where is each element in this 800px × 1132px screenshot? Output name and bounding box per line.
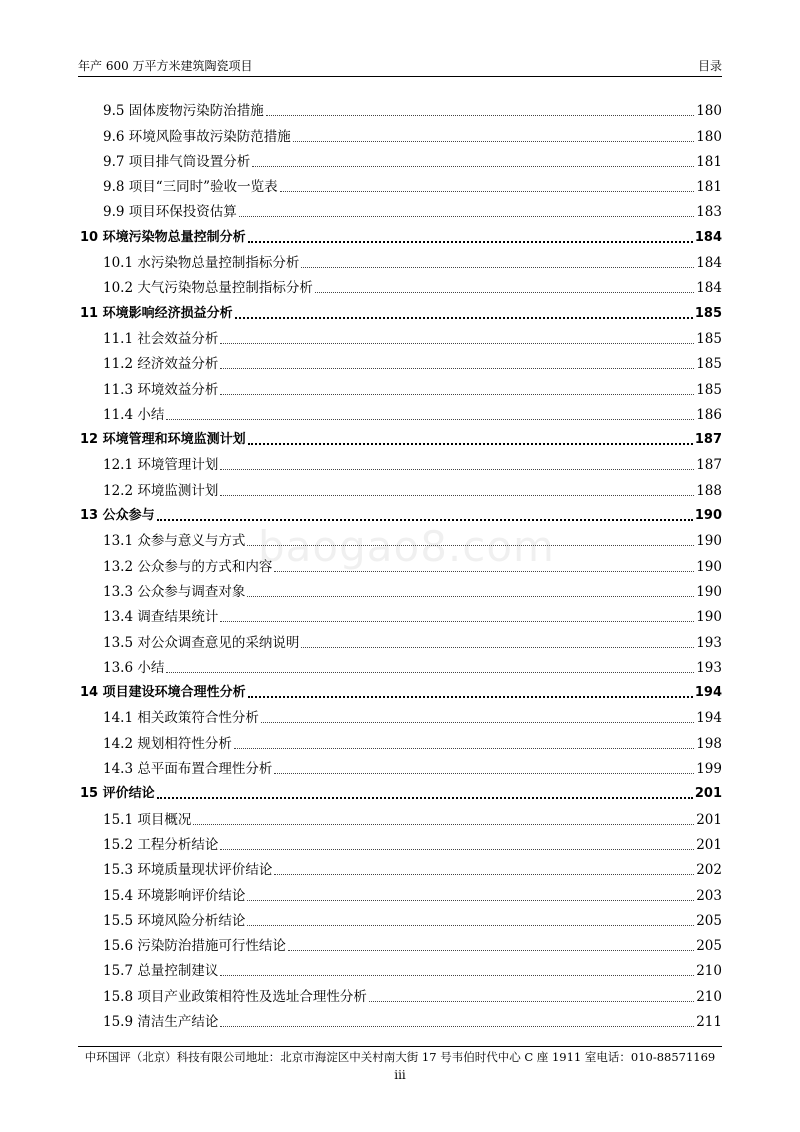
toc-dot-leader bbox=[248, 443, 693, 445]
toc-entry-label: 15.8 项目产业政策相符性及选址合理性分析 bbox=[103, 988, 367, 1005]
toc-entry-label: 13.4 调查结果统计 bbox=[103, 609, 219, 626]
toc-entry-label: 13.6 小结 bbox=[103, 659, 165, 676]
toc-entry-label: 12 环境管理和环境监测计划 bbox=[80, 432, 246, 448]
toc-entry-label: 9.7 项目排气筒设置分析 bbox=[103, 153, 251, 170]
toc-entry-page-number: 184 bbox=[694, 229, 722, 245]
toc-entry-page-number: 181 bbox=[696, 153, 722, 170]
toc-entry-page-number: 180 bbox=[696, 128, 722, 145]
toc-entry-page-number: 190 bbox=[696, 558, 722, 575]
toc-entry-page-number: 210 bbox=[696, 988, 722, 1005]
toc-chapter-entry[interactable] bbox=[80, 777, 722, 802]
toc-entry-page-number: 180 bbox=[696, 103, 722, 120]
toc-entry-label: 13 公众参与 bbox=[80, 508, 155, 524]
toc-dot-leader bbox=[166, 419, 694, 420]
toc-entry-page-number: 203 bbox=[696, 887, 722, 904]
toc-dot-leader bbox=[274, 773, 694, 774]
toc-entry-page-number: 201 bbox=[696, 811, 722, 828]
toc-section-entry[interactable] bbox=[80, 878, 722, 903]
toc-entry-page-number: 185 bbox=[696, 356, 722, 373]
toc-entry-page-number: 190 bbox=[696, 533, 722, 550]
toc-section-entry[interactable] bbox=[80, 701, 722, 726]
toc-entry-label: 12.2 环境监测计划 bbox=[103, 482, 219, 499]
footer-company-info: 中环国评（北京）科技有限公司地址：北京市海淀区中关村南大街 17 号韦伯时代中心 C 座 1911 室电话：010-88571169 bbox=[84, 1050, 716, 1064]
toc-section-entry[interactable] bbox=[80, 448, 722, 473]
toc-entry-label: 12.1 环境管理计划 bbox=[103, 457, 219, 474]
toc-dot-leader bbox=[288, 950, 694, 951]
toc-section-entry[interactable] bbox=[80, 145, 722, 170]
toc-dot-leader bbox=[266, 115, 694, 116]
toc-entry-page-number: 190 bbox=[696, 583, 722, 600]
toc-section-entry[interactable] bbox=[80, 398, 722, 423]
toc-section-entry[interactable] bbox=[80, 271, 722, 296]
toc-entry-label: 13.3 公众参与调查对象 bbox=[103, 583, 246, 600]
toc-entry-page-number: 201 bbox=[694, 786, 722, 802]
toc-section-entry[interactable] bbox=[80, 929, 722, 954]
table-of-contents bbox=[80, 94, 722, 1030]
toc-entry-page-number: 193 bbox=[696, 634, 722, 651]
toc-section-entry[interactable] bbox=[80, 94, 722, 119]
toc-section-entry[interactable] bbox=[80, 954, 722, 979]
toc-entry-label: 13.1 众参与意义与方式 bbox=[103, 533, 246, 550]
toc-entry-page-number: 181 bbox=[696, 179, 722, 196]
toc-section-entry[interactable] bbox=[80, 726, 722, 751]
page-number: iii bbox=[394, 1068, 406, 1082]
toc-section-entry[interactable] bbox=[80, 575, 722, 600]
header-rule bbox=[78, 76, 722, 77]
toc-section-entry[interactable] bbox=[80, 473, 722, 498]
toc-dot-leader bbox=[247, 900, 694, 901]
toc-entry-page-number: 187 bbox=[696, 457, 722, 474]
toc-entry-label: 9.8 项目“三同时”验收一览表 bbox=[103, 179, 278, 196]
toc-entry-label: 10.2 大气污染物总量控制指标分析 bbox=[103, 280, 313, 297]
toc-dot-leader bbox=[301, 647, 694, 648]
toc-entry-label: 10 环境污染物总量控制分析 bbox=[80, 229, 246, 245]
toc-entry-label: 14.3 总平面布置合理性分析 bbox=[103, 761, 273, 778]
toc-entry-label: 11 环境影响经济损益分析 bbox=[80, 305, 233, 321]
toc-entry-page-number: 184 bbox=[696, 280, 722, 297]
toc-section-entry[interactable] bbox=[80, 625, 722, 650]
toc-entry-page-number: 183 bbox=[696, 204, 722, 221]
toc-section-entry[interactable] bbox=[80, 524, 722, 549]
toc-entry-label: 15 评价结论 bbox=[80, 786, 155, 802]
toc-entry-label: 11.3 环境效益分析 bbox=[103, 381, 219, 398]
toc-dot-leader bbox=[220, 495, 694, 496]
toc-section-entry[interactable] bbox=[80, 651, 722, 676]
toc-section-entry[interactable] bbox=[80, 195, 722, 220]
toc-dot-leader bbox=[369, 1001, 694, 1002]
toc-dot-leader bbox=[166, 672, 694, 673]
toc-entry-label: 15.3 环境质量现状评价结论 bbox=[103, 862, 273, 879]
toc-entry-page-number: 205 bbox=[696, 912, 722, 929]
toc-entry-label: 10.1 水污染物总量控制指标分析 bbox=[103, 255, 300, 272]
toc-section-entry[interactable] bbox=[80, 170, 722, 195]
footer-rule bbox=[78, 1046, 722, 1047]
toc-entry-page-number: 184 bbox=[696, 255, 722, 272]
toc-dot-leader bbox=[239, 216, 694, 217]
toc-dot-leader bbox=[274, 874, 694, 875]
toc-section-entry[interactable] bbox=[80, 1005, 722, 1030]
toc-section-entry[interactable] bbox=[80, 549, 722, 574]
toc-dot-leader bbox=[248, 696, 693, 698]
toc-dot-leader bbox=[220, 368, 694, 369]
toc-entry-label: 13.2 公众参与的方式和内容 bbox=[103, 558, 273, 575]
toc-entry-page-number: 190 bbox=[696, 609, 722, 626]
toc-entry-label: 14.2 规划相符性分析 bbox=[103, 735, 232, 752]
toc-dot-leader bbox=[315, 292, 694, 293]
toc-section-entry[interactable] bbox=[80, 347, 722, 372]
toc-section-entry[interactable] bbox=[80, 904, 722, 929]
toc-dot-leader bbox=[252, 166, 694, 167]
toc-section-entry[interactable] bbox=[80, 372, 722, 397]
toc-dot-leader bbox=[247, 925, 694, 926]
toc-entry-label: 9.9 项目环保投资估算 bbox=[103, 204, 237, 221]
toc-entry-page-number: 205 bbox=[696, 938, 722, 955]
toc-entry-page-number: 186 bbox=[696, 406, 722, 423]
toc-dot-leader bbox=[235, 317, 693, 319]
toc-entry-label: 11.2 经济效益分析 bbox=[103, 356, 219, 373]
toc-section-entry[interactable] bbox=[80, 600, 722, 625]
toc-dot-leader bbox=[280, 191, 695, 192]
toc-entry-label: 11.4 小结 bbox=[103, 406, 165, 423]
toc-chapter-entry[interactable] bbox=[80, 296, 722, 321]
toc-entry-page-number: 194 bbox=[694, 685, 722, 701]
toc-dot-leader bbox=[220, 394, 694, 395]
toc-entry-page-number: 193 bbox=[696, 659, 722, 676]
toc-dot-leader bbox=[220, 343, 694, 344]
toc-entry-page-number: 202 bbox=[696, 862, 722, 879]
toc-dot-leader bbox=[157, 797, 693, 799]
toc-entry-label: 13.5 对公众调查意见的采纳说明 bbox=[103, 634, 300, 651]
toc-entry-label: 15.6 污染防治措施可行性结论 bbox=[103, 938, 286, 955]
toc-dot-leader bbox=[247, 545, 694, 546]
toc-dot-leader bbox=[157, 519, 693, 521]
page-header bbox=[78, 54, 722, 74]
toc-dot-leader bbox=[247, 596, 694, 597]
toc-section-entry[interactable] bbox=[80, 322, 722, 347]
toc-entry-label: 15.7 总量控制建议 bbox=[103, 963, 219, 980]
watermark: baogao8.com bbox=[258, 522, 555, 571]
toc-entry-page-number: 185 bbox=[696, 330, 722, 347]
toc-dot-leader bbox=[220, 469, 694, 470]
toc-chapter-entry[interactable] bbox=[80, 423, 722, 448]
header-project-title: 年产 600 万平方米建筑陶瓷项目 bbox=[78, 59, 253, 73]
toc-entry-page-number: 198 bbox=[696, 735, 722, 752]
toc-dot-leader bbox=[274, 571, 694, 572]
toc-dot-leader bbox=[261, 722, 694, 723]
toc-entry-page-number: 185 bbox=[696, 381, 722, 398]
toc-section-entry[interactable] bbox=[80, 979, 722, 1004]
toc-entry-page-number: 199 bbox=[696, 761, 722, 778]
toc-section-entry[interactable] bbox=[80, 246, 722, 271]
toc-entry-label: 15.4 环境影响评价结论 bbox=[103, 887, 246, 904]
toc-dot-leader bbox=[193, 824, 694, 825]
toc-entry-page-number: 201 bbox=[696, 836, 722, 853]
toc-section-entry[interactable] bbox=[80, 802, 722, 827]
toc-section-entry[interactable] bbox=[80, 828, 722, 853]
toc-entry-label: 14 项目建设环境合理性分析 bbox=[80, 685, 246, 701]
toc-entry-label: 15.1 项目概况 bbox=[103, 811, 192, 828]
toc-dot-leader bbox=[293, 141, 694, 142]
toc-entry-label: 15.9 清洁生产结论 bbox=[103, 1013, 219, 1030]
toc-dot-leader bbox=[220, 621, 694, 622]
toc-chapter-entry[interactable] bbox=[80, 676, 722, 701]
toc-section-entry[interactable] bbox=[80, 119, 722, 144]
toc-section-entry[interactable] bbox=[80, 853, 722, 878]
toc-dot-leader bbox=[234, 748, 694, 749]
toc-entry-page-number: 188 bbox=[696, 482, 722, 499]
toc-dot-leader bbox=[248, 241, 693, 243]
toc-entry-label: 15.2 工程分析结论 bbox=[103, 836, 219, 853]
toc-entry-label: 14.1 相关政策符合性分析 bbox=[103, 710, 259, 727]
toc-entry-label: 15.5 环境风险分析结论 bbox=[103, 912, 246, 929]
toc-dot-leader bbox=[301, 267, 694, 268]
toc-entry-page-number: 187 bbox=[694, 432, 722, 448]
toc-entry-page-number: 190 bbox=[694, 508, 722, 524]
toc-dot-leader bbox=[220, 975, 694, 976]
toc-dot-leader bbox=[220, 849, 694, 850]
toc-dot-leader bbox=[220, 1026, 694, 1027]
toc-entry-page-number: 211 bbox=[696, 1013, 722, 1030]
toc-entry-label: 9.6 环境风险事故污染防范措施 bbox=[103, 128, 291, 145]
toc-entry-page-number: 210 bbox=[696, 963, 722, 980]
toc-chapter-entry[interactable] bbox=[80, 499, 722, 524]
toc-entry-page-number: 185 bbox=[694, 305, 722, 321]
toc-section-entry[interactable] bbox=[80, 752, 722, 777]
toc-entry-label: 11.1 社会效益分析 bbox=[103, 330, 219, 347]
header-section-title: 目录 bbox=[697, 59, 722, 73]
toc-chapter-entry[interactable] bbox=[80, 220, 722, 245]
toc-entry-page-number: 194 bbox=[696, 710, 722, 727]
toc-entry-label: 9.5 固体废物污染防治措施 bbox=[103, 103, 264, 120]
